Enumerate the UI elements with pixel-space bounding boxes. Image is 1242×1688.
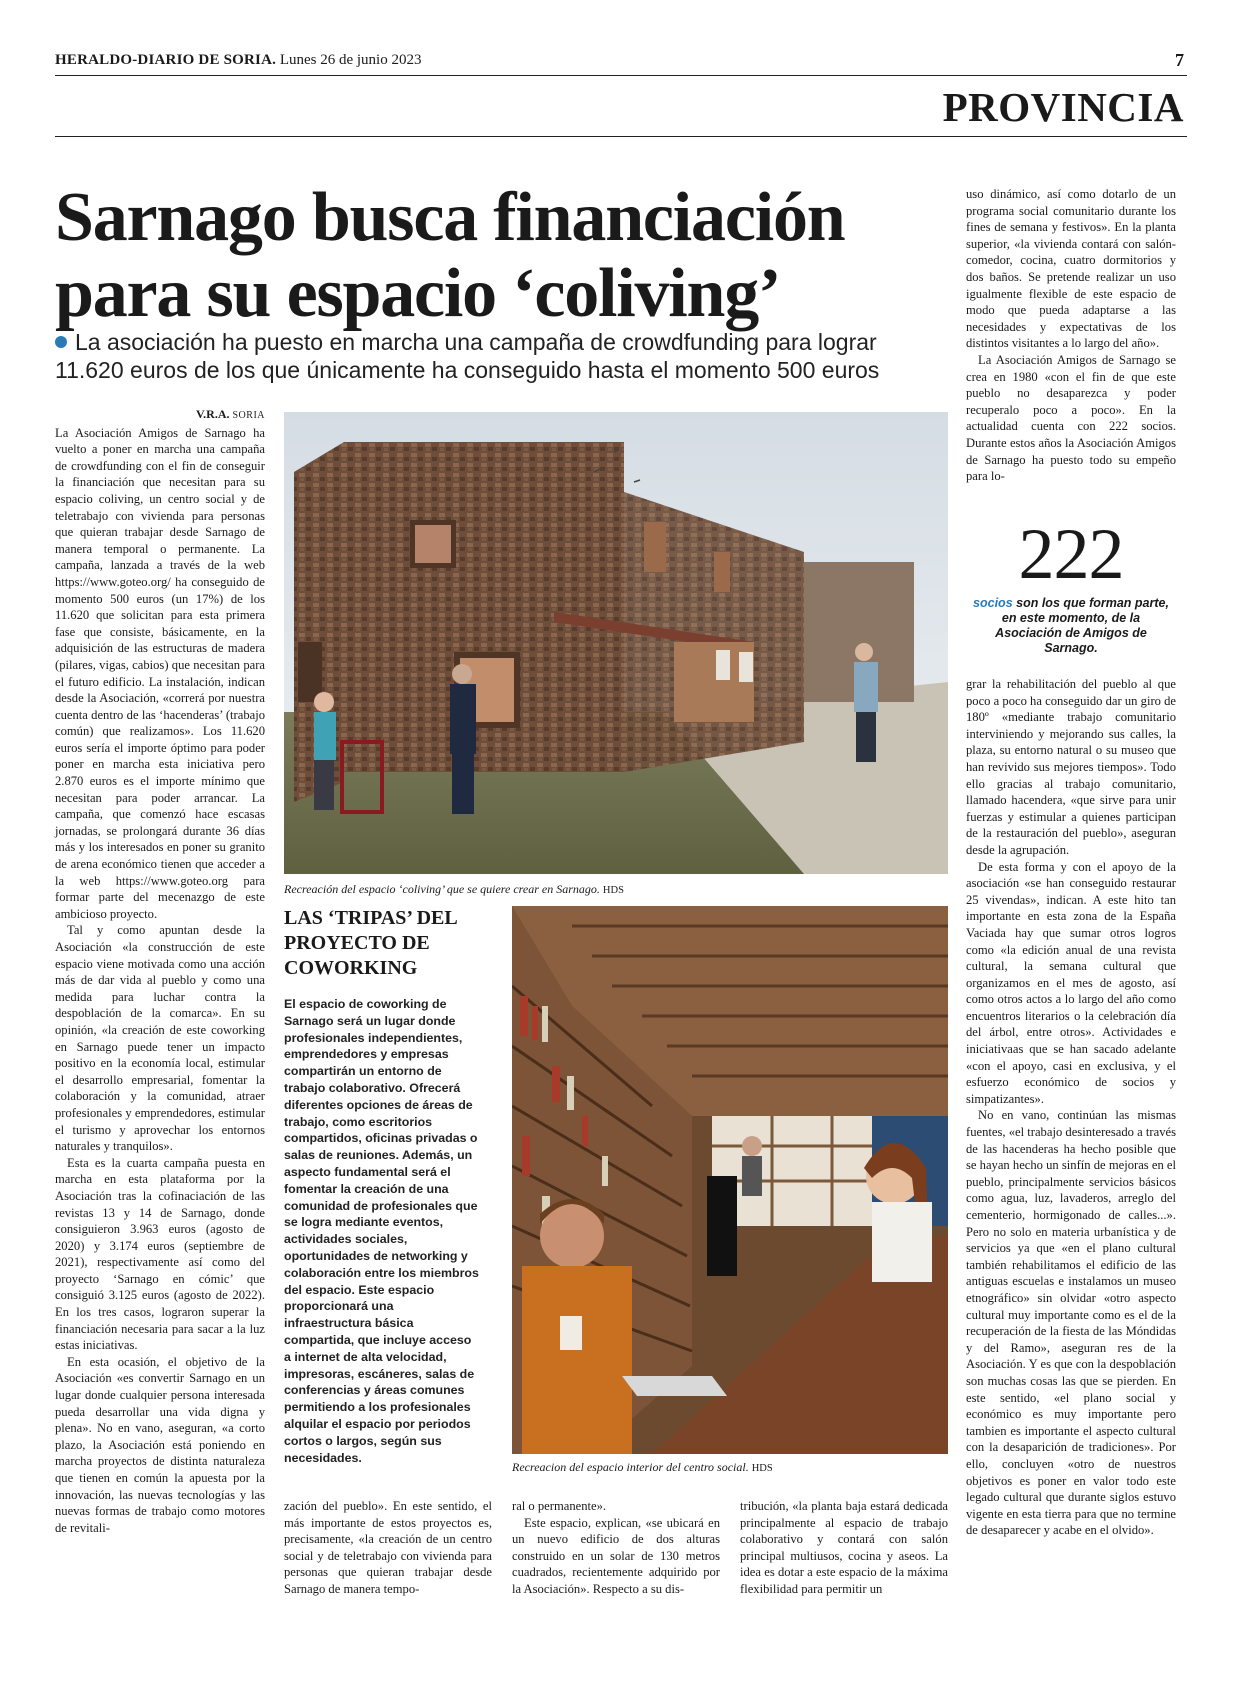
issue-date: Lunes 26 de junio 2023	[279, 52, 422, 68]
exterior-rendering-photo	[284, 412, 948, 874]
byline	[55, 406, 265, 425]
paragraph: zación del pueblo». En este sentido, el más importante de estos proyectos es, precisamente, «la creación de un centro social y de teletrabajo con vivienda para personas que quieran trabajar desde Sarnago de manera tempo-	[284, 1499, 492, 1596]
building-illustration	[284, 412, 948, 874]
paragraph: Este espacio, explican, «se ubicará en un nuevo edificio de dos alturas construido en un solar de 130 metros cuadrados, recientemente adquirido por la Asociación». Respecto a su dis-	[512, 1515, 720, 1596]
paragraph: La Asociación Amigos de Sarnago se crea en 1980 «con el fin de que este pueblo no desaparezca y poder recuperalo poco a poco». En la actualidad cuenta con 222 socios. Durante estos años la Asociación Amigos de Sarnago ha puesto todo su empeño para lo-	[966, 352, 1176, 484]
photo-credit: HDS	[751, 1463, 773, 1474]
deck-text: La asociación ha puesto en marcha una campaña de crowdfunding para lograr 11.620 euros de los que únicamente ha conseguido hasta el momento 500 euros	[55, 329, 880, 383]
masthead	[55, 52, 421, 69]
paragraph: grar la rehabilitación del pueblo al que poco a poco ha conseguido dar un giro de 180º «mediante trabajo comunitario interviniendo y mejorando sus calles, la plaza, su entorno natural o su museo que han revivido sus mejores tiempos». Todo ello gracias al trabajo comunitario, llamado hacendera, «que sirve para unir fuerzas y estimular a quienes participan de la restauración del pueblo», aseguran desde la agrupación.	[966, 677, 1176, 857]
caption-text: Recreación del espacio ‘coliving’ que se quiere crear en Sarnago.	[284, 882, 600, 896]
sidebar-body: El espacio de coworking de Sarnago será un lugar donde profesionales independientes, emprendedores y empresas compartirán un entorno de trabajo colaborativo. Ofrecerá diferentes opciones de áreas de trabajo, como escritorios compartidos, oficinas privadas o salas de reuniones. Además, un aspecto fundamental será el fomentar la creación de una comunidad de profesionales que se logra mediante eventos, actividades sociales, oportunidades de networking y colaboración entre los miembros del espacio. Este espacio proporcionará una infraestructura básica compartida, que incluye acceso a internet de alta velocidad, impresoras, escáneres, salas de conferencias y áreas comunes permitiendo a los profesionales alquilar el espacio por periodos cortos o largos, según sus necesidades.	[284, 997, 479, 1465]
callout-number: 222	[1018, 514, 1124, 594]
article-column-2	[284, 1498, 492, 1598]
photo-1-caption	[284, 882, 948, 897]
article-column-3	[512, 1498, 720, 1598]
paragraph: No en vano, continúan las mismas fuentes, «el trabajo desinteresado a través de las hacenderas ha hecho posible que se hayan hecho un sinfín de mejoras en el pueblo, principalmente servicios básicos como agua, luz, lavaderos, arreglo del cementerio, hormigonado de calles...». Pero no solo en materia urbanística y de servicios ya que «en el plano cultural también rehabilitamos el edificio de las antiguas escuelas e instalamos un museo etnográfico» sin olvidar «otro aspecto cultural muy importante como es el de la recuperación de la fiesta de las Móndidas y del Ramo», aseguran res de la Asociación. Y es que con la despoblación son muchas cosas las que se pierden. En este sentido, «el plano social y económico es muy importante pero tambien es importante el aspecto cultural con la desaparición de tradiciones». Por ello, concluyen «otro de nuestros objetivos es poner en valor todo este legado cultural que durante siglos estuvo vigente en esta tierra para que no termine de desaparecer y acabe en el olvido».	[966, 1108, 1176, 1538]
headline-line-1: Sarnago busca financiación	[55, 179, 845, 256]
callout-text	[970, 596, 1172, 656]
paragraph: De esta forma y con el apoyo de la asociación «se han conseguido restaurar 25 vivendas», indican. A este hito tan importante en esta zona de la España Vaciada hay que sumar otros logros como «la edición anual de una revista cultural, la semana cultural que organizamos en el mes de agosto, así como otros actos a lo largo del año como encuentros literarios o la celebración día del árbol, entre otros». Actividades e iniciativaas que se han sacado adelante «con el apoyo, casi en exclusiva, y el esfuerzo económico de socios y simpatizantes».	[966, 859, 1176, 1106]
bullet-icon	[55, 336, 67, 348]
callout-highlight: socios	[973, 596, 1013, 610]
article-column-1	[55, 406, 265, 1536]
paper-name: HERALDO-DIARIO DE SORIA.	[55, 52, 277, 68]
article-column-4	[740, 1498, 948, 1598]
callout-body: son los que forman parte, en este momento, de la Asociación de Amigos de Sarnago.	[995, 596, 1169, 655]
interior-rendering-photo	[512, 906, 948, 1454]
interior-illustration	[512, 906, 948, 1454]
paragraph: uso dinámico, así como dotarlo de un programa social comunitario durante los fines de semana y festivos». En la planta superior, «la vivienda contará con salón-comedor, cocina, cuatro dormitorios y dos baños. Se pretende realizar un uso igualmente flexible de este espacio de modo que pueda adaptarse a las necesidades y expectativas de los distintos visitantes a lo largo del año».	[966, 187, 1176, 351]
headline-line-2: para su espacio ‘coliving’	[55, 255, 781, 332]
headline	[55, 180, 955, 332]
byline-place: SORIA	[232, 410, 265, 421]
article-column-5-bottom	[966, 676, 1176, 1539]
section-divider	[55, 136, 1187, 137]
page-number: 7	[1175, 50, 1184, 70]
paragraph: ral o permanente».	[512, 1499, 607, 1513]
deck	[55, 328, 935, 384]
caption-text: Recreacion del espacio interior del centro social.	[512, 1460, 749, 1474]
sidebar-title: LAS ‘TRIPAS’ DEL PROYECTO DE COWORKING	[284, 907, 457, 979]
header-divider	[55, 75, 1187, 76]
byline-author: V.R.A.	[196, 407, 230, 421]
photo-2-caption	[512, 1460, 948, 1475]
paragraph: tribución, «la planta baja estará dedicada principalmente al espacio de trabajo colaborativo y contará con salón principal multiusos, cocina y aseos. La idea es dotar a este espacio de la máxima flexibilidad para permitir un	[740, 1499, 948, 1596]
paragraph: En esta ocasión, el objetivo de la Asociación «es convertir Sarnago en un lugar donde cualquier persona interesada pueda desarrollar una vida digna y plena». No en vano, aseguran, «a corto plazo, la Asociación está poniendo en marcha proyectos de distinta naturaleza que tienen en común la apuesta por la innovación, las nuevas tecnologías y las nuevas formas de trabajo como motores de revitali-	[55, 1354, 265, 1535]
article-column-5-top	[966, 186, 1176, 485]
section-title: PROVINCIA	[942, 84, 1184, 130]
paragraph: Tal y como apuntan desde la Asociación «la construcción de este espacio viene motivada como una acción más de dar vida al pueblo y como una medida para luchar contra la despoblación de la comarca». En su opinión, «la creación de este coworking en Sarnago puede tener un impacto positivo en la economía local, estimular el desarrollo empresarial, fomentar la colaboración y la comunidad, atraer profesionales y emprendedores, estimular el turismo y aprovechar los entornos naturales y tranquilos».	[55, 923, 265, 1154]
paragraph: La Asociación Amigos de Sarnago ha vuelto a poner en marcha una campaña de crowdfunding con el fin de conseguir la financiación que necesitan para su espacio coliving, un centro social y de teletrabajo con vivienda para personas que quieran trabajar desde Sarnago de manera temporal o permanente. La campaña, lanzada a través de la web https://www.goteo.org/ ha conseguido de momento 500 euros (un 17%) de los 11.620 que solicitan para esta primera fase que consiste, básicamente, en la adquisición de las estructuras de madera (pilares, vigas, cabios) que necesitan para el futuro edificio. La instalación, indican desde la Asociación, «correrá por nuestra cuenta dentro de las ‘hacenderas’ (trabajo común) que realizamos». Los 11.620 euros sería el importe óptimo para poder poner en marcha esta iniciativa pero 2.870 euros es el importe mínimo que necesitan para poder arrancar. La campaña, que comenzó hace escasas jornadas, se prolongará durante 36 días más y los interesados en poner su granito de arena económico tienen que acceder a la web https://www.goteo.org para formar parte del mecenazgo de este ambicioso proyecto.	[55, 425, 265, 921]
photo-credit: HDS	[602, 885, 624, 896]
paragraph: Esta es la cuarta campaña puesta en marcha en esta plataforma por la Asociación tras la cofinaciación de las revistas 13 y 14 de Sarnago, donde consiguieron 3.963 euros (agosto de 2020) y 3.174 euros (septiembre de 2021), respectivamente así como del proyecto ‘Sarnago en cómic’ que consiguió 3.125 euros (agosto de 2022). En los tres casos, lograron superar la financiación necesaria para sacar a la luz estas iniciativas.	[55, 1155, 265, 1353]
